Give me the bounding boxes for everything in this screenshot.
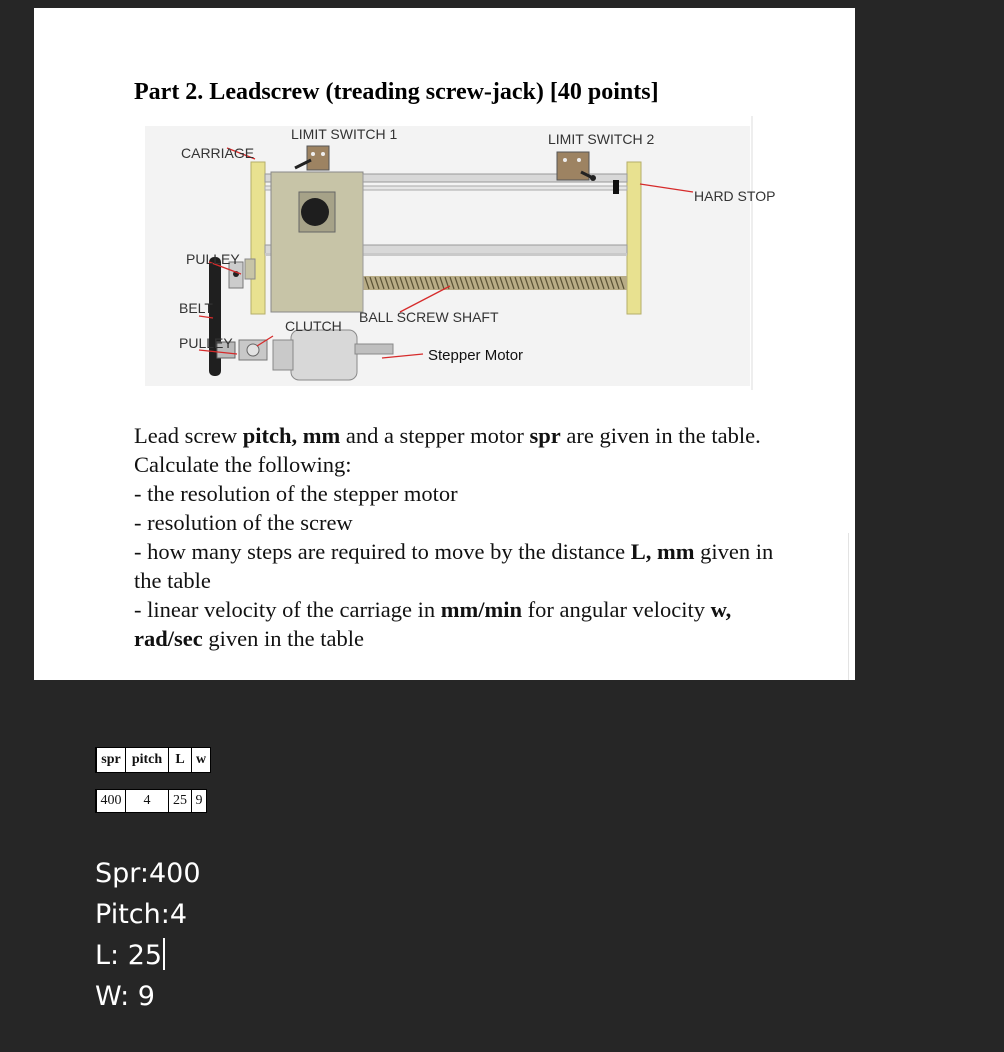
paragraph-calculate: Calculate the following:	[134, 452, 352, 477]
label-limit-switch-1: LIMIT SWITCH 1	[291, 126, 398, 142]
text-cursor	[163, 938, 165, 970]
note-l-line	[95, 935, 201, 976]
task-item-3: - how many steps are required to move by the distance L, mm given in the table	[134, 539, 774, 593]
task-item-2: - resolution of the screw	[134, 510, 353, 535]
table-cell: 400	[97, 789, 126, 813]
table-header-cell: w	[192, 747, 211, 773]
table-header-cell: spr	[97, 747, 126, 773]
task-item-4: - linear velocity of the carriage in mm/min for angular velocity w, rad/sec given in the table	[134, 597, 732, 651]
table-header-cell: L	[169, 747, 192, 773]
label-hard-stop: HARD STOP	[694, 188, 776, 204]
label-carriage: CARRIAGE	[181, 145, 255, 161]
label-belt: BELT	[179, 300, 213, 316]
note-spr: Spr:400	[95, 858, 201, 889]
paragraph-given: Lead screw pitch, mm and a stepper motor spr are given in the table.	[134, 423, 761, 448]
page-title: Part 2. Leadscrew (treading screw-jack) [40 points]	[134, 79, 659, 105]
label-clutch: CLUTCH	[285, 318, 342, 334]
label-limit-switch-2: LIMIT SWITCH 2	[548, 131, 655, 147]
note-l: L: 25	[95, 940, 163, 971]
notes-text-area[interactable]	[95, 853, 201, 1017]
page-edge-line	[848, 533, 849, 680]
label-ball-screw-shaft: BALL SCREW SHAFT	[359, 309, 499, 325]
question-text	[134, 421, 794, 653]
document-page	[34, 8, 855, 680]
label-pulley-top: PULLEY	[186, 251, 240, 267]
table-row	[95, 789, 207, 813]
table-header-row	[95, 747, 211, 773]
task-item-1: - the resolution of the stepper motor	[134, 481, 458, 506]
table-cell: 4	[126, 789, 169, 813]
note-w: W: 9	[95, 981, 155, 1012]
label-pulley-bottom: PULLEY	[179, 335, 233, 351]
note-pitch: Pitch:4	[95, 899, 188, 930]
table-cell: 9	[192, 789, 207, 813]
table-header-cell: pitch	[126, 747, 169, 773]
label-stepper-motor: Stepper Motor	[428, 347, 524, 364]
leadscrew-diagram-svg	[145, 114, 776, 390]
leadscrew-diagram	[145, 114, 776, 390]
table-cell: 25	[169, 789, 192, 813]
